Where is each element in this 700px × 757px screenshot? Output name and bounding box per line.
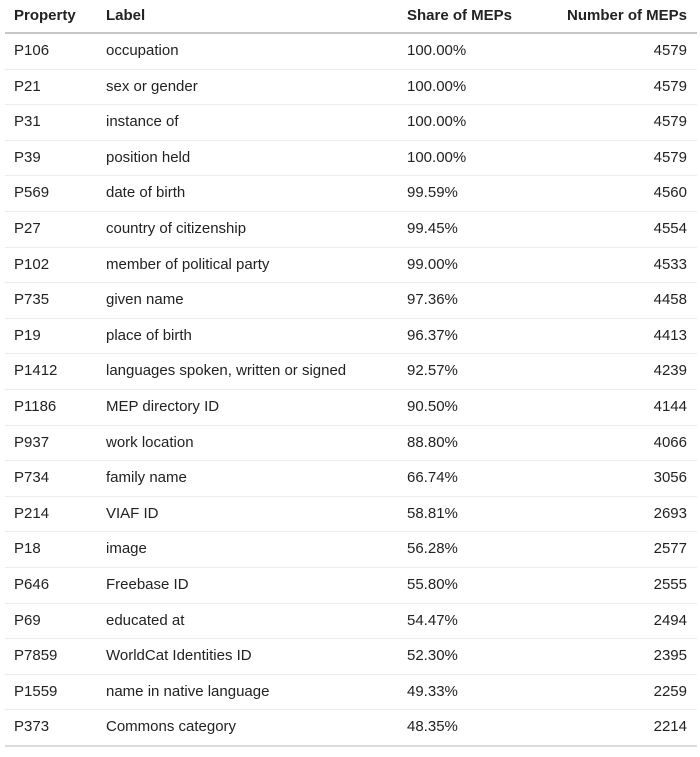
table-row [5, 389, 697, 425]
column-header-number-of-meps: Number of MEPs [558, 0, 697, 33]
count-cell: 4579 [558, 33, 697, 69]
label-cell: educated at [106, 603, 407, 639]
label-cell: name in native language [106, 674, 407, 710]
label-cell: WorldCat Identities ID [106, 639, 407, 675]
share-cell: 96.37% [407, 318, 558, 354]
count-cell: 2214 [558, 710, 697, 746]
share-cell: 66.74% [407, 461, 558, 497]
table-row [5, 211, 697, 247]
count-cell: 4413 [558, 318, 697, 354]
label-cell: VIAF ID [106, 496, 407, 532]
label-cell: languages spoken, written or signed [106, 354, 407, 390]
table-row [5, 318, 697, 354]
property-cell: P27 [5, 211, 106, 247]
table-row [5, 69, 697, 105]
property-cell: P735 [5, 283, 106, 319]
table-row [5, 283, 697, 319]
count-cell: 4579 [558, 105, 697, 141]
label-cell: work location [106, 425, 407, 461]
share-cell: 90.50% [407, 389, 558, 425]
table-row [5, 140, 697, 176]
share-cell: 54.47% [407, 603, 558, 639]
table-row [5, 710, 697, 746]
property-cell: P646 [5, 567, 106, 603]
label-cell: family name [106, 461, 407, 497]
column-header-property: Property [5, 0, 106, 33]
meps-property-statistics-table [5, 0, 697, 747]
share-cell: 100.00% [407, 69, 558, 105]
property-cell: P1412 [5, 354, 106, 390]
property-cell: P569 [5, 176, 106, 212]
property-cell: P39 [5, 140, 106, 176]
label-cell: place of birth [106, 318, 407, 354]
table-row [5, 532, 697, 568]
property-cell: P214 [5, 496, 106, 532]
label-cell: date of birth [106, 176, 407, 212]
count-cell: 4533 [558, 247, 697, 283]
label-cell: sex or gender [106, 69, 407, 105]
property-cell: P69 [5, 603, 106, 639]
label-cell: position held [106, 140, 407, 176]
share-cell: 56.28% [407, 532, 558, 568]
table-row [5, 176, 697, 212]
table-row [5, 603, 697, 639]
count-cell: 2259 [558, 674, 697, 710]
label-cell: member of political party [106, 247, 407, 283]
count-cell: 2555 [558, 567, 697, 603]
property-cell: P373 [5, 710, 106, 746]
table-header [5, 0, 697, 33]
property-cell: P102 [5, 247, 106, 283]
property-cell: P31 [5, 105, 106, 141]
share-cell: 99.45% [407, 211, 558, 247]
count-cell: 4579 [558, 69, 697, 105]
property-cell: P734 [5, 461, 106, 497]
count-cell: 4560 [558, 176, 697, 212]
count-cell: 4579 [558, 140, 697, 176]
label-cell: given name [106, 283, 407, 319]
table-row [5, 33, 697, 69]
table-row [5, 674, 697, 710]
table-row [5, 461, 697, 497]
count-cell: 4144 [558, 389, 697, 425]
table-row [5, 354, 697, 390]
count-cell: 2494 [558, 603, 697, 639]
count-cell: 2577 [558, 532, 697, 568]
column-header-share-of-meps: Share of MEPs [407, 0, 558, 33]
property-cell: P7859 [5, 639, 106, 675]
share-cell: 99.00% [407, 247, 558, 283]
property-cell: P21 [5, 69, 106, 105]
label-cell: Commons category [106, 710, 407, 746]
share-cell: 88.80% [407, 425, 558, 461]
table-row [5, 247, 697, 283]
count-cell: 3056 [558, 461, 697, 497]
table-row [5, 567, 697, 603]
property-cell: P18 [5, 532, 106, 568]
table-header-row [5, 0, 697, 33]
property-cell: P1186 [5, 389, 106, 425]
share-cell: 100.00% [407, 105, 558, 141]
property-cell: P19 [5, 318, 106, 354]
share-cell: 100.00% [407, 33, 558, 69]
label-cell: instance of [106, 105, 407, 141]
share-cell: 92.57% [407, 354, 558, 390]
share-cell: 99.59% [407, 176, 558, 212]
share-cell: 55.80% [407, 567, 558, 603]
column-header-label: Label [106, 0, 407, 33]
count-cell: 4554 [558, 211, 697, 247]
label-cell: image [106, 532, 407, 568]
table-row [5, 425, 697, 461]
label-cell: occupation [106, 33, 407, 69]
property-cell: P937 [5, 425, 106, 461]
share-cell: 52.30% [407, 639, 558, 675]
label-cell: country of citizenship [106, 211, 407, 247]
share-cell: 97.36% [407, 283, 558, 319]
label-cell: Freebase ID [106, 567, 407, 603]
count-cell: 4066 [558, 425, 697, 461]
label-cell: MEP directory ID [106, 389, 407, 425]
table-row [5, 639, 697, 675]
share-cell: 48.35% [407, 710, 558, 746]
count-cell: 4239 [558, 354, 697, 390]
count-cell: 2395 [558, 639, 697, 675]
property-cell: P106 [5, 33, 106, 69]
property-cell: P1559 [5, 674, 106, 710]
table-body [5, 33, 697, 746]
table-row [5, 496, 697, 532]
table-row [5, 105, 697, 141]
count-cell: 2693 [558, 496, 697, 532]
share-cell: 49.33% [407, 674, 558, 710]
share-cell: 58.81% [407, 496, 558, 532]
share-cell: 100.00% [407, 140, 558, 176]
count-cell: 4458 [558, 283, 697, 319]
